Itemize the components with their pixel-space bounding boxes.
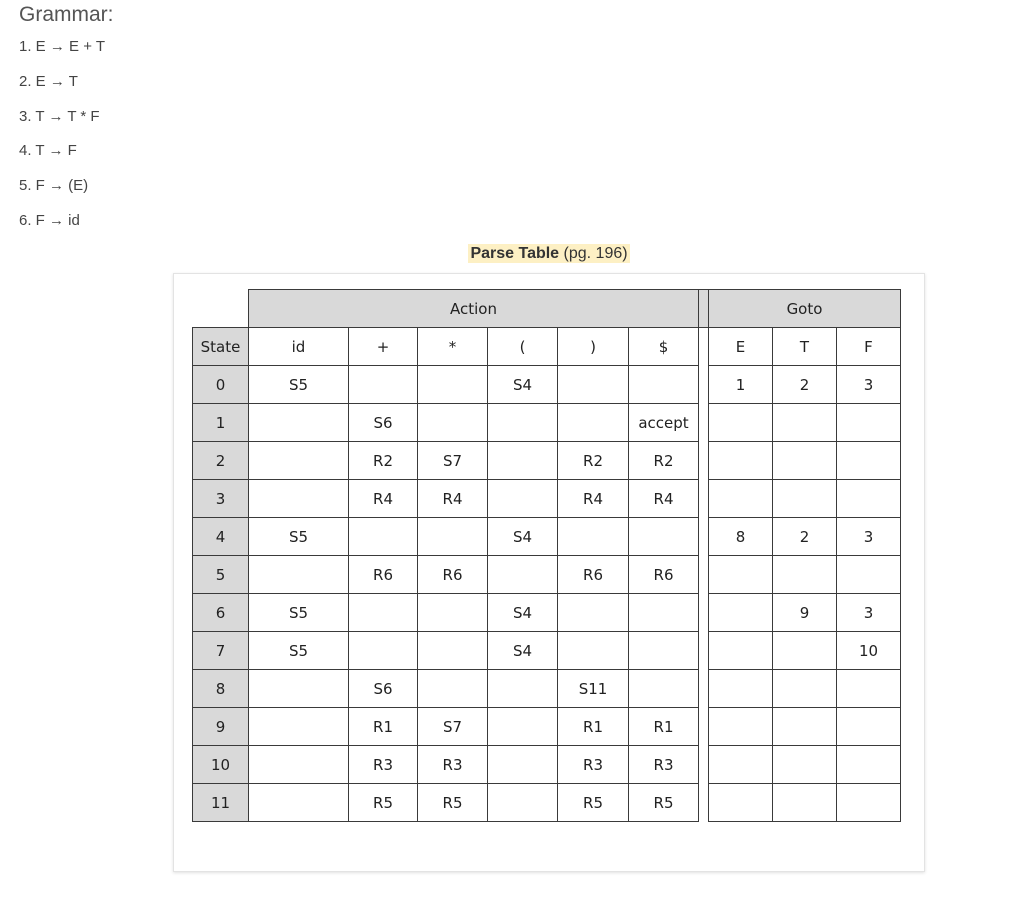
row-separator — [699, 708, 709, 746]
action-cell — [418, 404, 488, 442]
goto-cell — [837, 404, 901, 442]
action-cell: R6 — [418, 556, 488, 594]
goto-cell — [773, 404, 837, 442]
action-cell — [418, 366, 488, 404]
action-cell: R6 — [349, 556, 418, 594]
action-cell — [249, 442, 349, 480]
action-cell: R1 — [558, 708, 629, 746]
action-cell — [418, 518, 488, 556]
state-cell: 0 — [193, 366, 249, 404]
row-separator — [699, 746, 709, 784]
action-cell: S6 — [349, 670, 418, 708]
goto-cell — [773, 708, 837, 746]
row-separator — [699, 480, 709, 518]
action-cell — [488, 746, 558, 784]
goto-cell — [709, 708, 773, 746]
action-cell: S4 — [488, 518, 558, 556]
goto-column-header: T — [773, 328, 837, 366]
action-cell: S4 — [488, 366, 558, 404]
goto-cell — [709, 556, 773, 594]
goto-cell — [709, 746, 773, 784]
grammar-rule: 5. F → (E) — [19, 177, 89, 195]
action-cell — [629, 594, 699, 632]
action-column-header: + — [349, 328, 418, 366]
row-separator — [699, 442, 709, 480]
goto-cell — [837, 708, 901, 746]
action-cell: R5 — [349, 784, 418, 822]
action-cell — [418, 670, 488, 708]
goto-cell — [837, 556, 901, 594]
table-row — [193, 480, 901, 518]
action-column-header: ( — [488, 328, 558, 366]
table-row — [193, 708, 901, 746]
action-cell: R3 — [349, 746, 418, 784]
parse-table — [192, 289, 901, 822]
action-cell — [249, 556, 349, 594]
table-row — [193, 518, 901, 556]
goto-cell — [709, 404, 773, 442]
action-cell: R2 — [629, 442, 699, 480]
action-column-header: $ — [629, 328, 699, 366]
action-cell: accept — [629, 404, 699, 442]
goto-cell — [773, 556, 837, 594]
action-cell — [349, 594, 418, 632]
column-separator — [699, 328, 709, 366]
goto-column-header: E — [709, 328, 773, 366]
row-separator — [699, 404, 709, 442]
action-cell: S5 — [249, 366, 349, 404]
action-cell: S6 — [349, 404, 418, 442]
row-separator — [699, 784, 709, 822]
row-separator — [699, 670, 709, 708]
action-cell: R3 — [629, 746, 699, 784]
action-cell: R2 — [349, 442, 418, 480]
goto-cell — [709, 594, 773, 632]
row-separator — [699, 632, 709, 670]
table-row — [193, 442, 901, 480]
goto-cell — [837, 784, 901, 822]
state-cell: 11 — [193, 784, 249, 822]
state-cell: 3 — [193, 480, 249, 518]
goto-cell — [709, 442, 773, 480]
action-cell — [418, 594, 488, 632]
goto-cell — [837, 480, 901, 518]
action-cell — [558, 518, 629, 556]
action-cell — [558, 594, 629, 632]
action-cell: S5 — [249, 518, 349, 556]
action-cell: R4 — [629, 480, 699, 518]
table-row — [193, 784, 901, 822]
table-row — [193, 632, 901, 670]
row-separator — [699, 518, 709, 556]
action-cell: S4 — [488, 632, 558, 670]
table-row — [193, 670, 901, 708]
action-cell — [249, 708, 349, 746]
group-separator — [699, 290, 709, 328]
action-cell: R1 — [629, 708, 699, 746]
table-row — [193, 594, 901, 632]
grammar-rule: 3. T → T * F — [19, 107, 100, 125]
action-cell: S7 — [418, 442, 488, 480]
table-header — [193, 290, 901, 366]
goto-cell — [709, 784, 773, 822]
table-caption — [0, 245, 1024, 263]
action-cell — [349, 518, 418, 556]
action-cell: R4 — [418, 480, 488, 518]
caption-rest: (pg. 196) — [559, 245, 628, 262]
goto-cell — [709, 480, 773, 518]
action-cell: R2 — [558, 442, 629, 480]
corner-blank — [193, 290, 249, 328]
action-cell — [349, 632, 418, 670]
goto-cell — [837, 442, 901, 480]
action-cell — [558, 366, 629, 404]
parse-table-image — [173, 273, 925, 872]
column-header-row — [193, 328, 901, 366]
action-cell — [629, 670, 699, 708]
action-cell: S11 — [558, 670, 629, 708]
grammar-rule: 6. F → id — [19, 211, 80, 229]
table-row — [193, 556, 901, 594]
goto-cell — [773, 784, 837, 822]
action-cell: R3 — [558, 746, 629, 784]
action-cell: R5 — [629, 784, 699, 822]
action-cell — [629, 632, 699, 670]
goto-cell: 8 — [709, 518, 773, 556]
action-cell — [488, 556, 558, 594]
goto-cell — [709, 670, 773, 708]
goto-cell — [773, 670, 837, 708]
goto-cell — [773, 442, 837, 480]
action-cell: S5 — [249, 632, 349, 670]
action-cell: R5 — [418, 784, 488, 822]
goto-group-header: Goto — [709, 290, 901, 328]
action-cell: R4 — [558, 480, 629, 518]
row-separator — [699, 556, 709, 594]
action-cell — [488, 670, 558, 708]
goto-column-header: F — [837, 328, 901, 366]
state-cell: 9 — [193, 708, 249, 746]
action-column-header: id — [249, 328, 349, 366]
state-cell: 5 — [193, 556, 249, 594]
row-separator — [699, 366, 709, 404]
action-cell — [249, 784, 349, 822]
action-cell — [629, 518, 699, 556]
table-row — [193, 366, 901, 404]
grammar-rules — [19, 36, 105, 245]
state-cell: 7 — [193, 632, 249, 670]
goto-cell — [837, 670, 901, 708]
state-cell: 8 — [193, 670, 249, 708]
action-cell: S7 — [418, 708, 488, 746]
state-cell: 6 — [193, 594, 249, 632]
state-column-header: State — [193, 328, 249, 366]
action-cell — [488, 784, 558, 822]
goto-cell: 2 — [773, 366, 837, 404]
group-header-row — [193, 290, 901, 328]
action-cell — [249, 670, 349, 708]
goto-cell — [773, 632, 837, 670]
goto-cell: 3 — [837, 594, 901, 632]
goto-cell: 3 — [837, 366, 901, 404]
goto-cell: 9 — [773, 594, 837, 632]
state-cell: 10 — [193, 746, 249, 784]
action-cell: R5 — [558, 784, 629, 822]
action-group-header: Action — [249, 290, 699, 328]
row-separator — [699, 594, 709, 632]
action-column-header: * — [418, 328, 488, 366]
action-cell: R4 — [349, 480, 418, 518]
action-cell: R3 — [418, 746, 488, 784]
goto-cell — [773, 480, 837, 518]
goto-cell — [709, 632, 773, 670]
action-cell — [629, 366, 699, 404]
caption-highlight — [468, 244, 629, 263]
action-cell — [418, 632, 488, 670]
table-row — [193, 404, 901, 442]
state-cell: 4 — [193, 518, 249, 556]
action-cell — [249, 746, 349, 784]
action-cell — [488, 442, 558, 480]
grammar-rule: 1. E → E + T — [19, 38, 106, 55]
caption-bold: Parse Table — [470, 245, 560, 262]
action-cell — [349, 366, 418, 404]
action-cell — [488, 480, 558, 518]
action-cell — [558, 632, 629, 670]
table-row — [193, 746, 901, 784]
grammar-title: Grammar: — [19, 3, 114, 26]
action-cell — [488, 404, 558, 442]
goto-cell — [837, 746, 901, 784]
goto-cell — [773, 746, 837, 784]
state-cell: 2 — [193, 442, 249, 480]
action-cell — [249, 480, 349, 518]
goto-cell: 2 — [773, 518, 837, 556]
action-cell — [249, 404, 349, 442]
table-body — [193, 366, 901, 822]
grammar-rule: 4. T → F — [19, 142, 77, 160]
goto-cell: 3 — [837, 518, 901, 556]
action-cell: R6 — [629, 556, 699, 594]
action-cell: S5 — [249, 594, 349, 632]
action-cell: S4 — [488, 594, 558, 632]
action-cell: R6 — [558, 556, 629, 594]
action-cell — [488, 708, 558, 746]
action-column-header: ) — [558, 328, 629, 366]
action-cell: R1 — [349, 708, 418, 746]
state-cell: 1 — [193, 404, 249, 442]
goto-cell: 10 — [837, 632, 901, 670]
goto-cell: 1 — [709, 366, 773, 404]
grammar-rule: 2. E → T — [19, 72, 78, 90]
action-cell — [558, 404, 629, 442]
